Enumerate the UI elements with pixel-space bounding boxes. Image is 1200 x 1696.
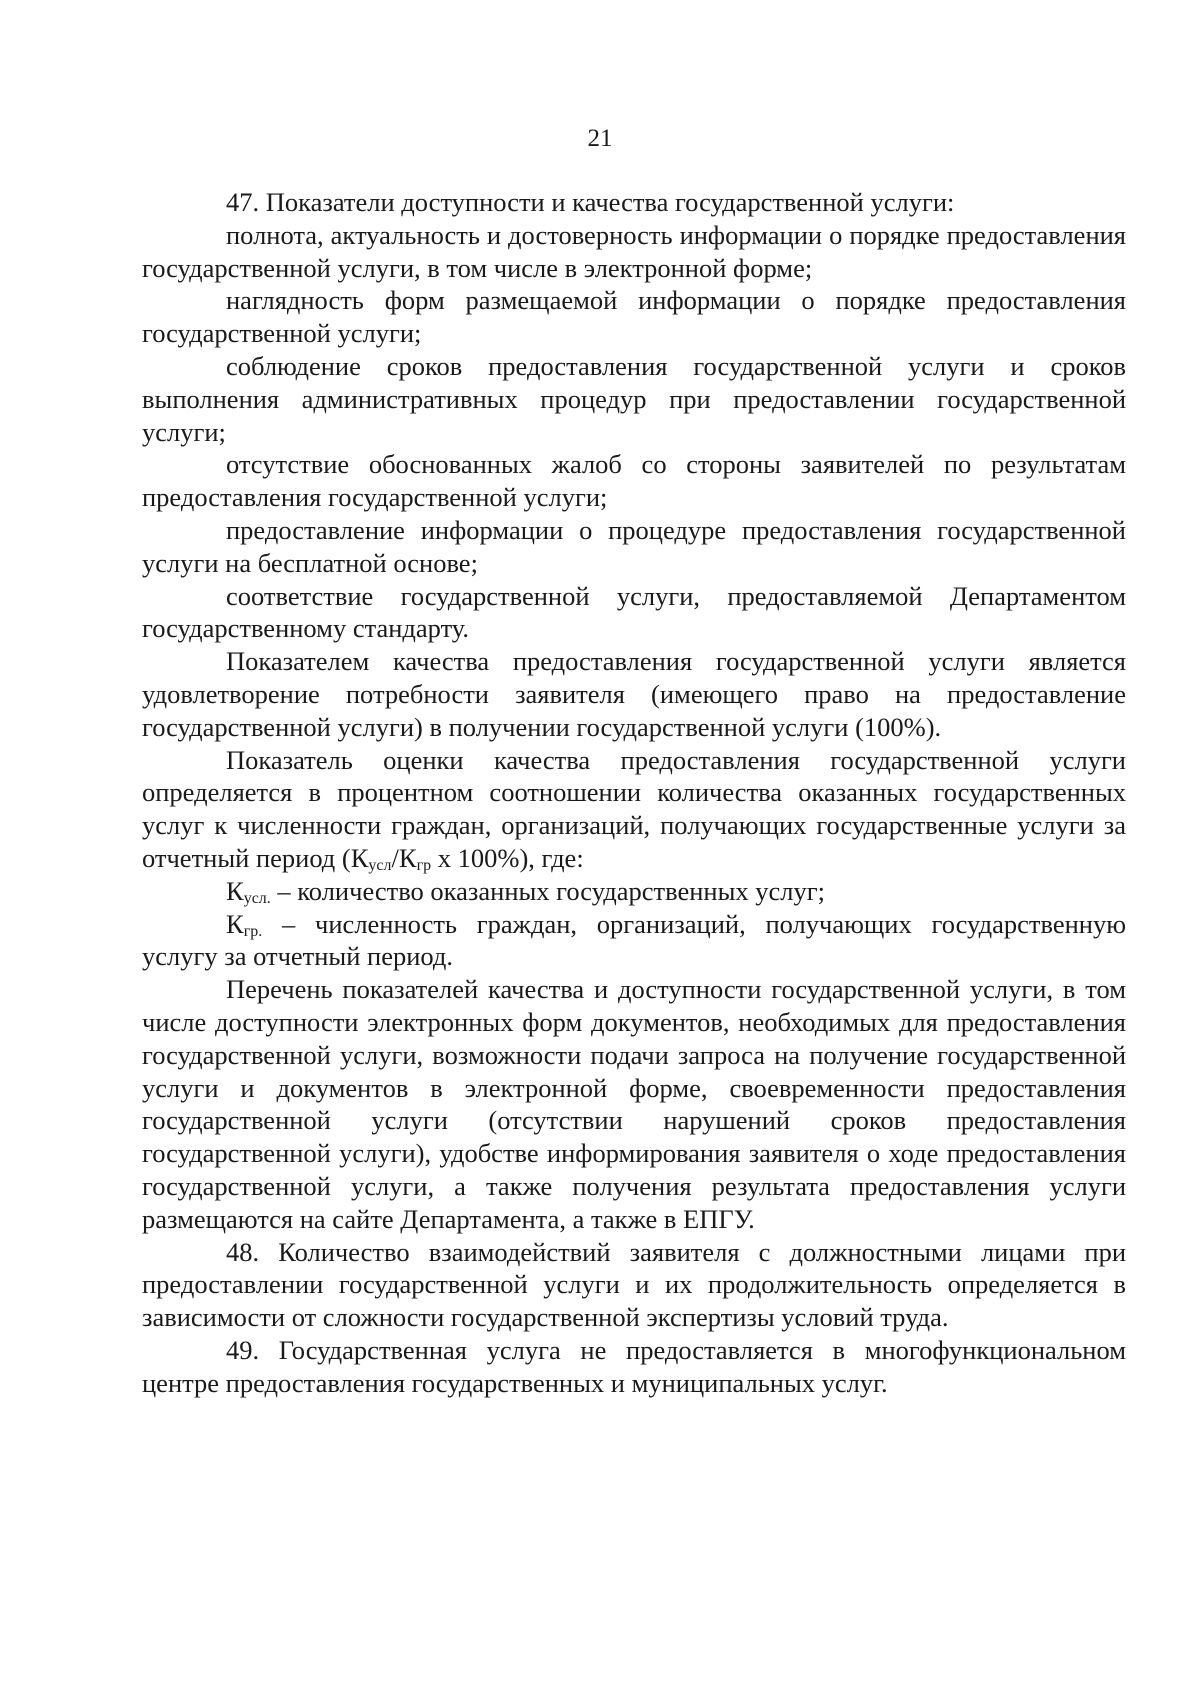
paragraph-standard: соответствие государственной услуги, предоставляемой Департаментом государственному стандарту. [142,580,1126,644]
formula-subscript-gr: гр [416,856,432,874]
k-usl-text: – количество оказанных государственных услуг; [270,875,826,906]
paragraph-completeness: полнота, актуальность и достоверность информации о порядке предоставления государственной услуги, в том числе в электронной форме; [142,219,1126,283]
paragraph-free-info: предоставление информации о процедуре предоставления государственной услуги на бесплатной основе; [142,514,1126,578]
k-usl-subscript: усл. [243,889,271,907]
paragraph-47-heading: 47. Показатели доступности и качества государственной услуги: [226,187,955,217]
page-number: 21 [587,125,613,152]
paragraph-complaints: отсутствие обоснованных жалоб со стороны заявителей по результатам предоставления государственной услуги; [142,449,1126,513]
k-usl-letter: К [226,875,244,906]
k-gr-subscript: гр. [243,922,263,940]
k-gr-letter: К [226,908,244,939]
formula-end: х 100%), где: [431,842,584,873]
formula-slash: /К [391,842,417,873]
document-body [142,186,1126,1399]
paragraph-formula [142,744,1126,875]
paragraph-k-usl-definition [142,875,1126,908]
paragraph-indicators-list: Перечень показателей качества и доступности государственной услуги, в том числе доступности электронных форм документов, необходимых для предоставления государственной услуги, возможности подачи запроса на получение государственной услуги и документов в электронной форме, своевременности предоставления государственной услуги (отсутствии нарушений сроков предоставления государственной услуги), удобстве информирования заявителя о ходе предоставления государственной услуги, а также получения результата предоставления услуги размещаются на сайте Департамента, а также в ЕПГУ. [142,974,1126,1234]
paragraph-k-gr-definition [142,908,1126,974]
formula-intro: Показатель оценки качества предоставления государственной услуги определяется в процентном соотношении количества оказанных государственных услуг к численности граждан, организаций, получающих государственные услуги за отчетный период (К [142,744,1126,873]
formula-subscript-usl: усл [368,856,392,874]
paragraph-48: 48. Количество взаимодействий заявителя с должностными лицами при предоставлении государственной услуги и их продолжительность определяется в зависимости от сложности государственной экспертизы условий труда. [142,1236,1126,1333]
paragraph-clarity: наглядность форм размещаемой информации о порядке предоставления государственной услуги; [142,285,1126,349]
paragraph-49: 49. Государственная услуга не предоставляется в многофункциональном центре предоставления государственных и муниципальных услуг. [142,1334,1126,1398]
k-gr-text: – численность граждан, организаций, получающих государственную услугу за отчетный период. [142,908,1126,972]
paragraph-quality-indicator: Показателем качества предоставления государственной услуги является удовлетворение потребности заявителя (имеющего право на предоставление государственной услуги) в получении государственной услуги (100%). [142,646,1126,742]
paragraph-deadlines: соблюдение сроков предоставления государственной услуги и сроков выполнения административных процедур при предоставлении государственной услуги; [142,350,1126,447]
